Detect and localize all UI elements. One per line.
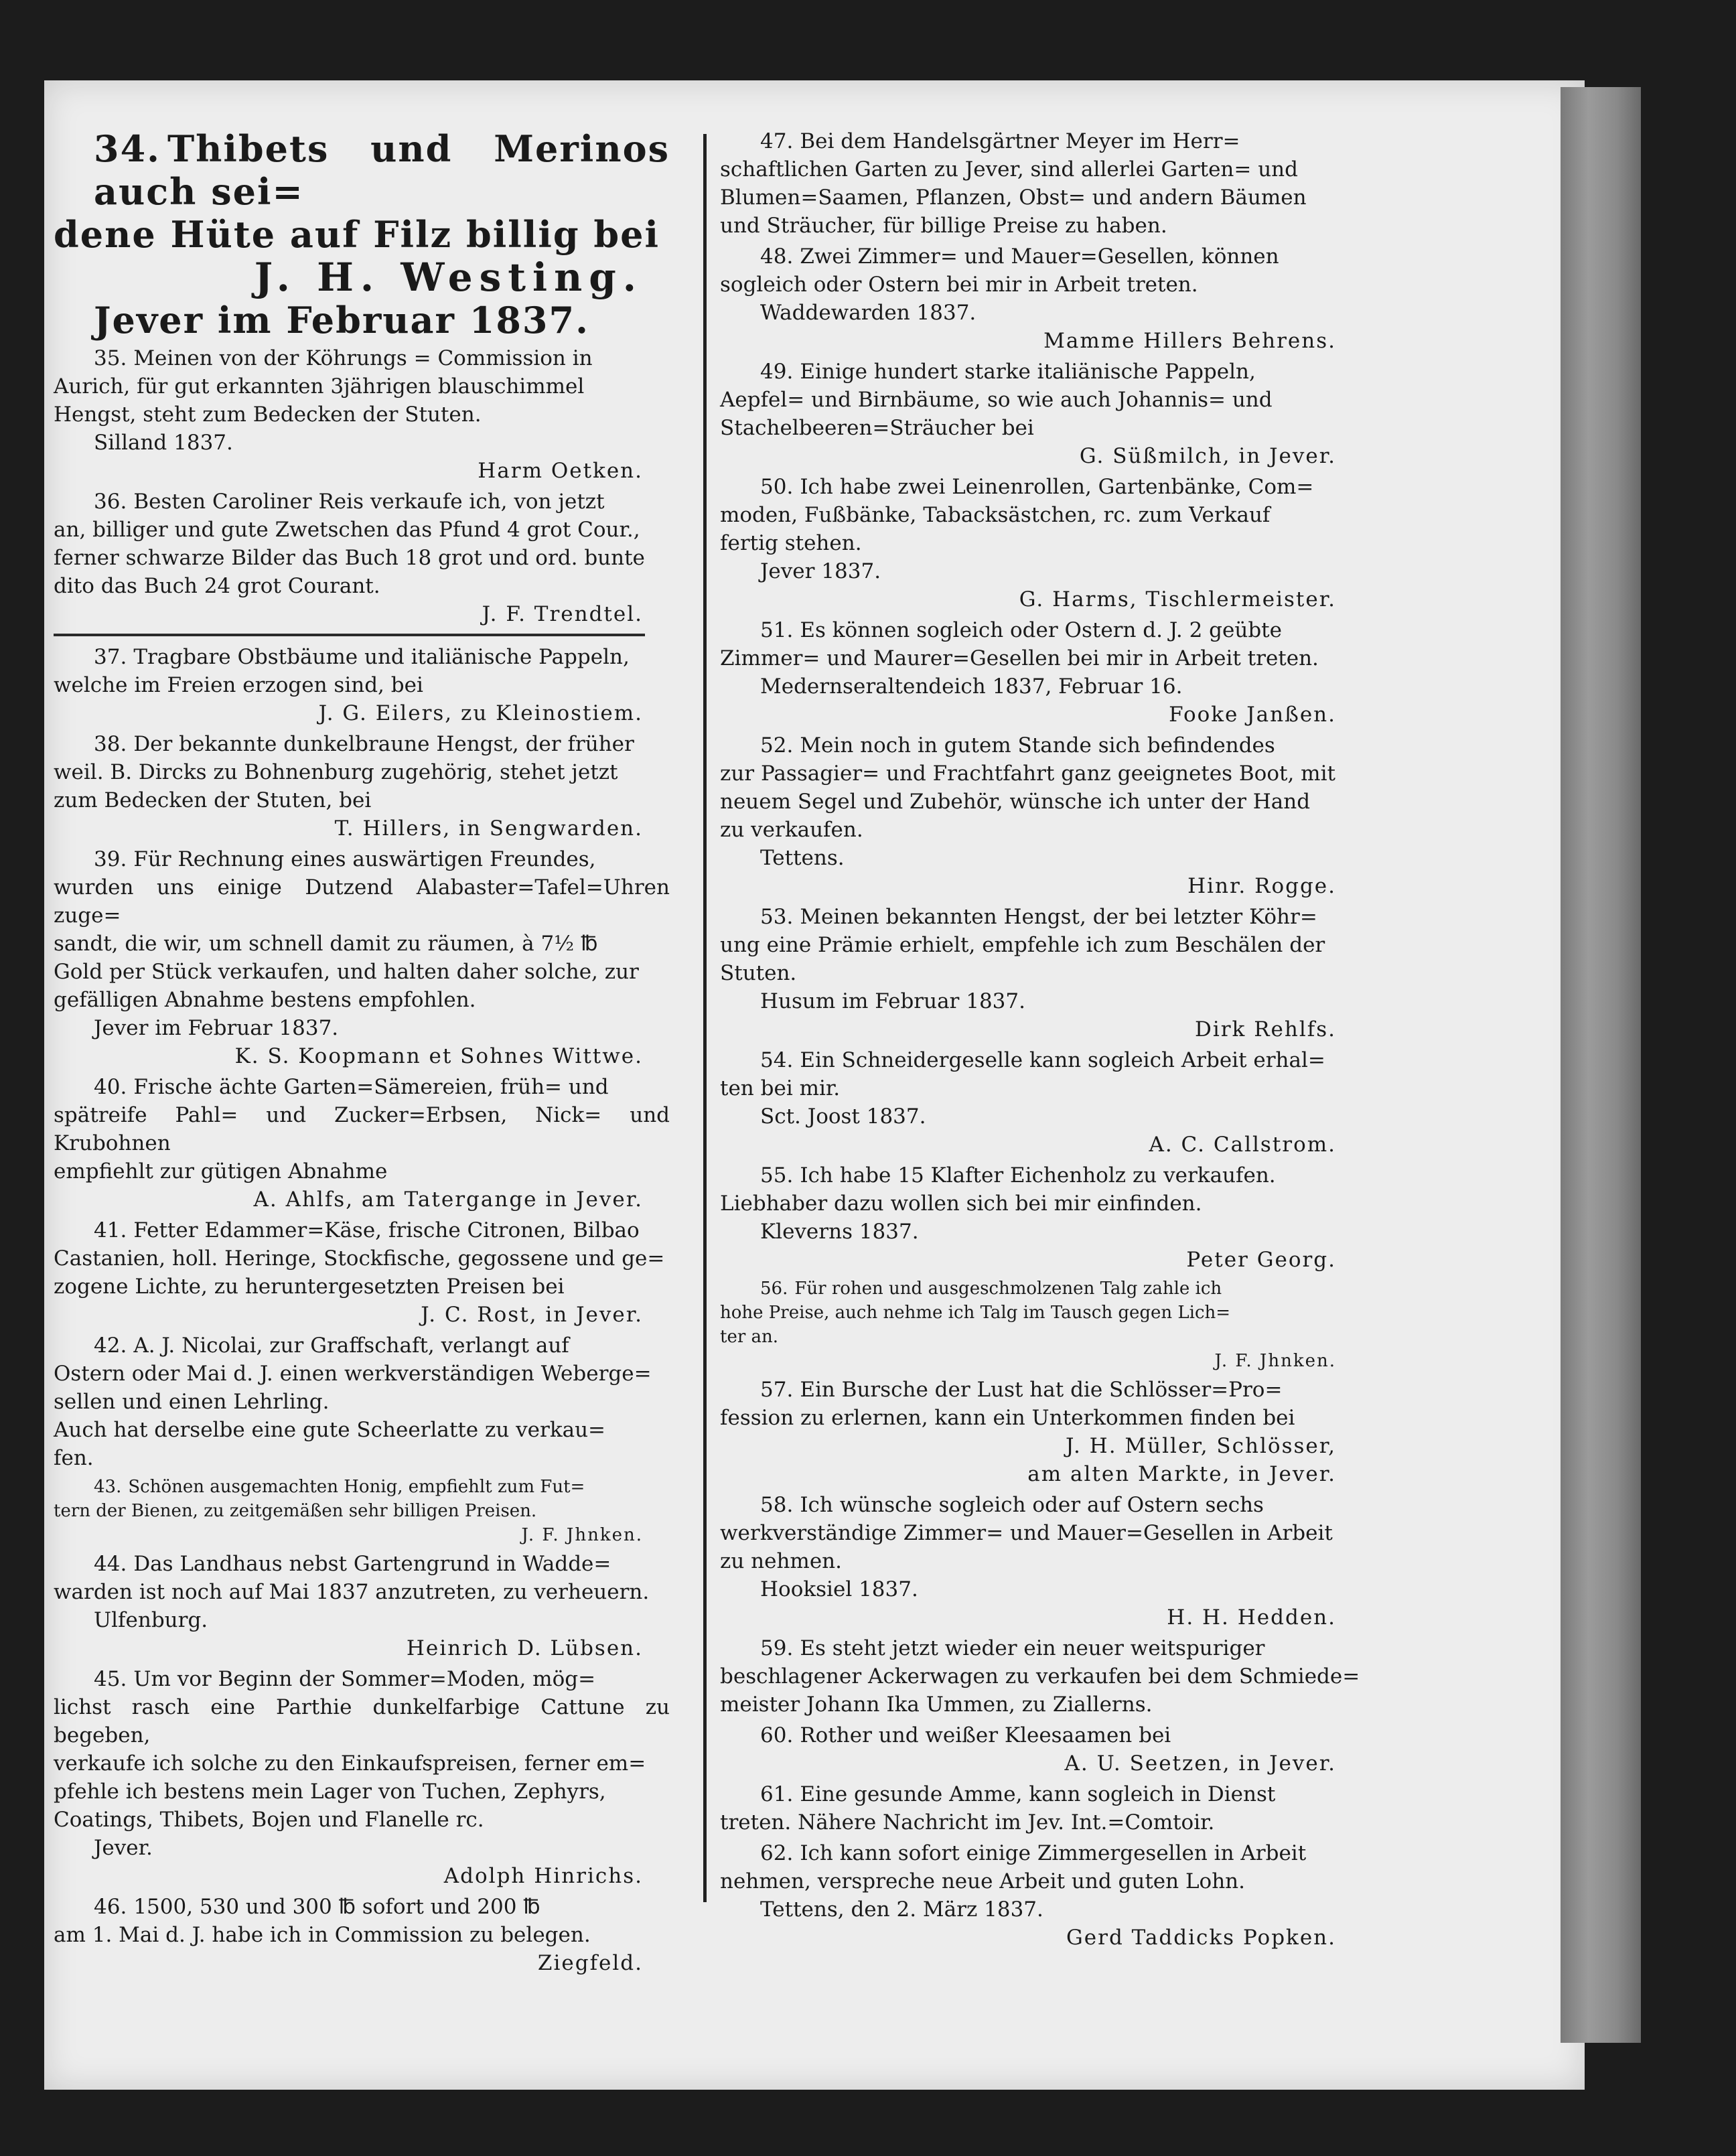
ad-text: Um vor Beginn der Sommer=Moden, mög= bbox=[133, 1667, 596, 1691]
right-column bbox=[720, 127, 1363, 1954]
advertisement bbox=[720, 1491, 1363, 1632]
ad-place-date: Silland 1837. bbox=[94, 431, 233, 455]
ad-text-line bbox=[54, 344, 670, 372]
ad-text-line: Zimmer= und Maurer=Gesellen bei mir in Arbeit treten. bbox=[720, 646, 1319, 670]
ad-text-line: sellen und einen Lehrling. bbox=[54, 1390, 330, 1414]
ad-signature: J. F. Trendtel. bbox=[482, 602, 643, 626]
ad-number: 62. bbox=[760, 1841, 794, 1865]
ad-text-line: welche im Freien erzogen sind, bei bbox=[54, 673, 423, 697]
ad-text-line bbox=[720, 473, 1363, 501]
ad-place-date: Jever im Februar 1837. bbox=[94, 299, 589, 342]
ad-number: 47. bbox=[760, 129, 794, 153]
ad-number: 57. bbox=[760, 1378, 794, 1402]
ad-text-line bbox=[720, 616, 1363, 644]
ad-number: 38. bbox=[94, 732, 127, 756]
advertisement bbox=[720, 242, 1363, 355]
ad-signature: Dirk Rehlfs. bbox=[1194, 1017, 1336, 1041]
ad-text: A. J. Nicolai, zur Graffschaft, verlangt auf bbox=[133, 1334, 569, 1358]
ad-text-line: Aurich, für gut erkannten 3jährigen blauschimmel bbox=[54, 374, 585, 399]
ad-text-line bbox=[720, 731, 1363, 760]
ad-text-line bbox=[720, 242, 1363, 271]
ad-place-date: Jever im Februar 1837. bbox=[94, 1016, 339, 1040]
ad-place-date: Tettens, den 2. März 1837. bbox=[760, 1897, 1043, 1922]
ad-number: 37. bbox=[94, 645, 127, 669]
ad-text-line bbox=[54, 1665, 670, 1693]
ad-signature: Fooke Janßen. bbox=[1169, 703, 1336, 727]
ad-number: 43. bbox=[94, 1477, 122, 1497]
advertisement bbox=[54, 344, 670, 485]
ad-signature: Hinr. Rogge. bbox=[1187, 874, 1336, 898]
ad-text-line: Aepfel= und Birnbäume, so wie auch Johannis= und bbox=[720, 388, 1273, 412]
ad-text: Der bekannte dunkelbraune Hengst, der früher bbox=[133, 732, 634, 756]
ad-signature: Gerd Taddicks Popken. bbox=[1066, 1926, 1336, 1950]
ad-text: Ein Bursche der Lust hat die Schlösser=Pro= bbox=[800, 1378, 1283, 1402]
advertisement bbox=[54, 845, 670, 1070]
ad-text-line bbox=[720, 358, 1363, 386]
ad-signature: J. H. Müller, Schlösser, bbox=[1065, 1434, 1336, 1458]
ad-text-line: fen. bbox=[54, 1446, 94, 1470]
ad-text-line bbox=[720, 1634, 1363, 1662]
ad-text-line: ung eine Prämie erhielt, empfehle ich zum Beschälen der bbox=[720, 933, 1325, 957]
advertisement bbox=[720, 127, 1363, 240]
advertisement bbox=[54, 1475, 670, 1547]
ad-text: Eine gesunde Amme, kann sogleich in Dienst bbox=[800, 1782, 1276, 1806]
ad-signature: Adolph Hinrichs. bbox=[443, 1864, 643, 1888]
ad-text-line bbox=[720, 1046, 1363, 1074]
ad-place-date: Jever. bbox=[94, 1836, 153, 1860]
ad-text-line: dito das Buch 24 grot Courant. bbox=[54, 574, 380, 598]
ad-text: Frische ächte Garten=Sämereien, früh= und bbox=[133, 1075, 609, 1099]
ad-text-line: Hengst, steht zum Bedecken der Stuten. bbox=[54, 403, 482, 427]
ad-place-date: Medernseraltendeich 1837, Februar 16. bbox=[760, 674, 1183, 699]
ad-place-date: Hooksiel 1837. bbox=[760, 1577, 918, 1601]
advertisement bbox=[54, 1073, 670, 1214]
ad-text: Rother und weißer Kleesaamen bei bbox=[800, 1723, 1171, 1747]
ad-signature: J. H. Westing. bbox=[254, 255, 643, 300]
ad-signature: Mamme Hillers Behrens. bbox=[1043, 329, 1336, 353]
ad-text-line: ter an. bbox=[720, 1327, 779, 1347]
ad-text: Für Rechnung eines auswärtigen Freundes, bbox=[133, 847, 596, 871]
ad-number: 52. bbox=[760, 733, 794, 758]
ad-signature: T. Hillers, in Sengwarden. bbox=[334, 816, 643, 841]
ad-text-line: Stachelbeeren=Sträucher bei bbox=[720, 416, 1034, 440]
ad-text: Mein noch in gutem Stande sich befindendes bbox=[800, 733, 1275, 758]
ad-signature: J. C. Rost, in Jever. bbox=[421, 1303, 643, 1327]
advertisement bbox=[54, 1893, 670, 1977]
ad-text-line: meister Johann Ika Ummen, zu Ziallerns. bbox=[720, 1693, 1153, 1717]
ad-text-line bbox=[720, 1161, 1363, 1190]
ad-number: 34. bbox=[94, 127, 161, 170]
ad-text-line bbox=[720, 1780, 1363, 1808]
advertisement bbox=[720, 473, 1363, 614]
advertisement bbox=[54, 1332, 670, 1472]
ad-text: Meinen von der Köhrungs = Commission in bbox=[133, 346, 593, 370]
ad-text: Für rohen und ausgeschmolzenen Talg zahle ich bbox=[794, 1279, 1222, 1299]
ad-text-line: sogleich oder Ostern bei mir in Arbeit treten. bbox=[720, 273, 1198, 297]
ad-text-line: an, billiger und gute Zwetschen das Pfund 4 grot Cour., bbox=[54, 518, 640, 542]
ad-text-line: zogene Lichte, zu heruntergesetzten Preisen bei bbox=[54, 1275, 565, 1299]
ad-text: Thibets und Merinos auch sei= bbox=[94, 127, 670, 213]
ad-text-line: empfiehlt zur gütigen Abnahme bbox=[54, 1159, 388, 1183]
column-rule bbox=[703, 134, 707, 1902]
ad-number: 61. bbox=[760, 1782, 794, 1806]
ad-text: Bei dem Handelsgärtner Meyer im Herr= bbox=[800, 129, 1240, 153]
ad-text: Tragbare Obstbäume und italiänische Pappeln, bbox=[133, 645, 630, 669]
ad-text-line bbox=[54, 127, 670, 213]
ad-text: Zwei Zimmer= und Mauer=Gesellen, können bbox=[800, 244, 1279, 269]
separator-line bbox=[54, 634, 645, 636]
advertisement bbox=[720, 1839, 1363, 1952]
ad-text-line bbox=[54, 1073, 670, 1101]
ad-text-line: Blumen=Saamen, Pflanzen, Obst= und andern Bäumen bbox=[720, 186, 1307, 210]
ad-text-line: am 1. Mai d. J. habe ich in Commission zu belegen. bbox=[54, 1923, 591, 1947]
advertisement bbox=[54, 730, 670, 843]
ad-text-line: gefälligen Abnahme bestens empfohlen. bbox=[54, 988, 476, 1012]
ad-place-date: Sct. Joost 1837. bbox=[760, 1104, 926, 1129]
ad-place-date: Husum im Februar 1837. bbox=[760, 989, 1025, 1013]
ad-text-line: wurden uns einige Dutzend Alabaster=Tafel=Uhren zuge= bbox=[54, 875, 670, 928]
ad-text-line: Stuten. bbox=[720, 961, 797, 985]
ad-number: 46. bbox=[94, 1895, 127, 1919]
advertisement bbox=[720, 903, 1363, 1044]
ad-text: Meinen bekannten Hengst, der bei letzter Köhr= bbox=[800, 905, 1317, 929]
ad-signature: J. F. Jhnken. bbox=[521, 1525, 643, 1545]
ad-number: 49. bbox=[760, 360, 794, 384]
ad-text-line: schaftlichen Garten zu Jever, sind allerlei Garten= und bbox=[720, 157, 1298, 182]
ad-text-line bbox=[54, 845, 670, 873]
ad-text-line: Auch hat derselbe eine gute Scheerlatte zu verkau= bbox=[54, 1418, 606, 1442]
ad-text-line: zur Passagier= und Frachtfahrt ganz geeignetes Boot, mit bbox=[720, 762, 1335, 786]
ad-signature: G. Harms, Tischlermeister. bbox=[1019, 587, 1336, 612]
ad-text: Ein Schneidergeselle kann sogleich Arbeit erhal= bbox=[800, 1048, 1325, 1072]
ad-text-line bbox=[54, 730, 670, 758]
left-column bbox=[54, 127, 670, 1980]
ad-text-line: zum Bedecken der Stuten, bei bbox=[54, 788, 372, 812]
advertisement bbox=[54, 1550, 670, 1662]
advertisement bbox=[54, 127, 670, 342]
ad-text: Ich wünsche sogleich oder auf Ostern sechs bbox=[800, 1493, 1264, 1517]
advertisement bbox=[720, 1376, 1363, 1488]
ad-signature: Ziegfeld. bbox=[537, 1951, 643, 1975]
ad-text-line bbox=[720, 1839, 1363, 1867]
ad-number: 53. bbox=[760, 905, 794, 929]
advertisement bbox=[720, 616, 1363, 729]
ad-text: Ich kann sofort einige Zimmergesellen in Arbeit bbox=[800, 1841, 1307, 1865]
ad-signature: Peter Georg. bbox=[1186, 1248, 1336, 1272]
ad-signature: H. H. Hedden. bbox=[1167, 1605, 1336, 1630]
ad-number: 54. bbox=[760, 1048, 794, 1072]
ad-text-line: dene Hüte auf Filz billig bei bbox=[54, 213, 660, 256]
ad-text: Ich habe zwei Leinenrollen, Gartenbänke, Com= bbox=[800, 475, 1314, 499]
ad-text: Das Landhaus nebst Gartengrund in Wadde= bbox=[133, 1552, 611, 1576]
ad-signature: A. C. Callstrom. bbox=[1149, 1133, 1336, 1157]
ad-text: 1500, 530 und 300 ℔ sofort und 200 ℔ bbox=[133, 1895, 540, 1919]
ad-number: 59. bbox=[760, 1636, 794, 1660]
advertisement bbox=[720, 1634, 1363, 1719]
ad-place-date: Ulfenburg. bbox=[94, 1608, 208, 1632]
ad-text: Ich habe 15 Klafter Eichenholz zu verkaufen. bbox=[800, 1163, 1276, 1188]
ad-text-line bbox=[54, 1550, 670, 1578]
advertisement bbox=[720, 1046, 1363, 1159]
ad-signature: Heinrich D. Lübsen. bbox=[406, 1636, 643, 1660]
ad-text-line: moden, Fußbänke, Tabacksästchen, rc. zum Verkauf bbox=[720, 503, 1271, 527]
ad-text: Besten Caroliner Reis verkaufe ich, von jetzt bbox=[133, 490, 605, 514]
ad-signature-address: am alten Markte, in Jever. bbox=[1027, 1462, 1336, 1486]
ad-text-line: spätreife Pahl= und Zucker=Erbsen, Nick= und Krubohnen bbox=[54, 1103, 670, 1155]
ad-signature: G. Süßmilch, in Jever. bbox=[1079, 444, 1336, 468]
ad-text-line bbox=[720, 1376, 1363, 1404]
ad-text-line: hohe Preise, auch nehme ich Talg im Tausch gegen Lich= bbox=[720, 1303, 1231, 1323]
ad-number: 40. bbox=[94, 1075, 127, 1099]
ad-number: 55. bbox=[760, 1163, 794, 1188]
ad-text-line: Coatings, Thibets, Bojen und Flanelle rc. bbox=[54, 1808, 484, 1832]
ad-text: Fetter Edammer=Käse, frische Citronen, Bilbao bbox=[133, 1218, 640, 1242]
ad-text-line: ferner schwarze Bilder das Buch 18 grot und ord. bunte bbox=[54, 546, 645, 570]
ad-number: 44. bbox=[94, 1552, 127, 1576]
ad-text-line bbox=[720, 1277, 1363, 1301]
ad-number: 39. bbox=[94, 847, 127, 871]
ad-text-line: treten. Nähere Nachricht im Jev. Int.=Comtoir. bbox=[720, 1810, 1215, 1835]
ad-text-line: verkaufe ich solche zu den Einkaufspreisen, ferner em= bbox=[54, 1751, 646, 1776]
ad-text: Es steht jetzt wieder ein neuer weitspuriger bbox=[800, 1636, 1265, 1660]
ad-text-line: lichst rasch eine Parthie dunkelfarbige Cattune zu begeben, bbox=[54, 1695, 670, 1747]
ad-number: 36. bbox=[94, 490, 127, 514]
advertisement bbox=[54, 1665, 670, 1890]
ad-text-line bbox=[54, 1893, 670, 1921]
book-spine bbox=[1561, 87, 1641, 2043]
ad-place-date: Kleverns 1837. bbox=[760, 1220, 919, 1244]
ad-text-line: und Sträucher, für billige Preise zu haben. bbox=[720, 214, 1167, 238]
ad-text-line: sandt, die wir, um schnell damit zu räumen, à 7½ ℔ bbox=[54, 932, 598, 956]
ad-text-line: nehmen, verspreche neue Arbeit und guten Lohn. bbox=[720, 1869, 1246, 1893]
ad-text-line bbox=[720, 127, 1363, 155]
advertisement bbox=[54, 488, 670, 628]
ad-text-line: Liebhaber dazu wollen sich bei mir einfinden. bbox=[720, 1192, 1202, 1216]
ad-number: 42. bbox=[94, 1334, 127, 1358]
advertisement bbox=[54, 643, 670, 727]
ad-text-line bbox=[720, 903, 1363, 931]
ad-signature: J. F. Jhnken. bbox=[1214, 1351, 1336, 1371]
ad-number: 60. bbox=[760, 1723, 794, 1747]
ad-number: 45. bbox=[94, 1667, 127, 1691]
ad-text-line: Castanien, holl. Heringe, Stockfische, gegossene und ge= bbox=[54, 1246, 665, 1271]
ad-signature: K. S. Koopmann et Sohnes Wittwe. bbox=[234, 1044, 643, 1068]
ad-text-line: fession zu erlernen, kann ein Unterkommen finden bei bbox=[720, 1406, 1295, 1430]
ad-text-line bbox=[54, 1332, 670, 1360]
ad-text-line: Gold per Stück verkaufen, und halten daher solche, zur bbox=[54, 960, 639, 984]
advertisement bbox=[720, 1161, 1363, 1274]
ad-text-line bbox=[54, 1216, 670, 1244]
advertisement bbox=[720, 358, 1363, 470]
advertisement bbox=[54, 1216, 670, 1329]
ad-text-line bbox=[54, 488, 670, 516]
ad-text-line: werkverständige Zimmer= und Mauer=Gesellen in Arbeit bbox=[720, 1521, 1333, 1545]
ad-signature: J. G. Eilers, zu Kleinostiem. bbox=[318, 701, 643, 725]
ad-signature: A. Ahlfs, am Tatergange in Jever. bbox=[253, 1188, 643, 1212]
ad-text-line: tern der Bienen, zu zeitgemäßen sehr billigen Preisen. bbox=[54, 1501, 537, 1521]
ad-text-line: weil. B. Dircks zu Bohnenburg zugehörig, stehet jetzt bbox=[54, 760, 618, 784]
ad-text: Einige hundert starke italiänische Pappeln, bbox=[800, 360, 1256, 384]
ad-number: 41. bbox=[94, 1218, 127, 1242]
advertisement bbox=[720, 731, 1363, 900]
ad-text: Es können sogleich oder Ostern d. J. 2 geübte bbox=[800, 618, 1282, 642]
ad-place-date: Tettens. bbox=[760, 846, 845, 870]
ad-number: 50. bbox=[760, 475, 794, 499]
ad-text-line: neuem Segel und Zubehör, wünsche ich unter der Hand bbox=[720, 790, 1311, 814]
ad-text-line: fertig stehen. bbox=[720, 531, 862, 555]
ad-number: 56. bbox=[760, 1279, 788, 1299]
ad-text-line: Ostern oder Mai d. J. einen werkverständigen Weberge= bbox=[54, 1362, 652, 1386]
ad-text: Schönen ausgemachten Honig, empfiehlt zum Fut= bbox=[128, 1477, 585, 1497]
ad-text-line: ten bei mir. bbox=[720, 1076, 841, 1100]
ad-text-line: zu verkaufen. bbox=[720, 818, 863, 842]
ad-text-line: beschlagener Ackerwagen zu verkaufen bei dem Schmiede= bbox=[720, 1664, 1360, 1688]
advertisement bbox=[720, 1277, 1363, 1373]
ad-text-line: warden ist noch auf Mai 1837 anzutreten, zu verheuern. bbox=[54, 1580, 650, 1604]
ad-text-line bbox=[54, 643, 670, 671]
ad-place-date: Jever 1837. bbox=[760, 559, 881, 583]
advertisement bbox=[720, 1721, 1363, 1778]
ad-number: 35. bbox=[94, 346, 127, 370]
ad-text-line: zu nehmen. bbox=[720, 1549, 842, 1573]
ad-place-date: Waddewarden 1837. bbox=[760, 301, 976, 325]
ad-number: 48. bbox=[760, 244, 794, 269]
ad-text-line bbox=[54, 1475, 670, 1499]
ad-text-line bbox=[720, 1491, 1363, 1519]
ad-text-line bbox=[720, 1721, 1363, 1749]
ad-signature: Harm Oetken. bbox=[478, 459, 643, 483]
ad-number: 58. bbox=[760, 1493, 794, 1517]
ad-text-line: pfehle ich bestens mein Lager von Tuchen, Zephyrs, bbox=[54, 1780, 606, 1804]
advertisement bbox=[720, 1780, 1363, 1837]
ad-signature: A. U. Seetzen, in Jever. bbox=[1064, 1751, 1336, 1776]
ad-number: 51. bbox=[760, 618, 794, 642]
